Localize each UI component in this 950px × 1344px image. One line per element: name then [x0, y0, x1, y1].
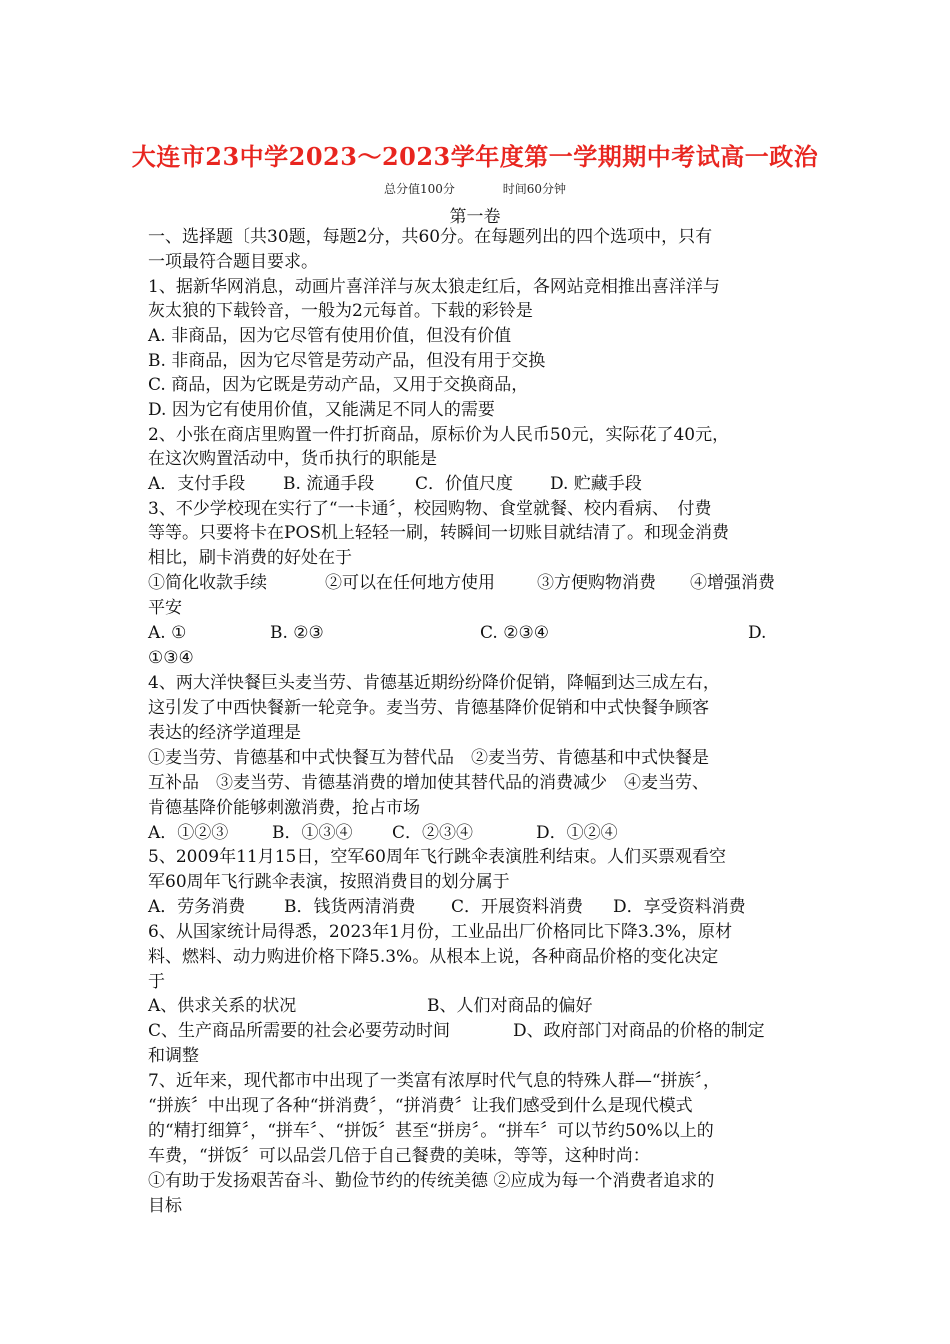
choice-2: ②可以在任何地方使用 [325, 573, 495, 593]
intro-line: 一、选择题〔共30题，每题2分，共60分。在每题列出的四个选项中，只有 [148, 227, 713, 247]
question-line: 这引发了中西快餐新一轮竞争。麦当劳、肯德基降价促销和中式快餐争顾客 [148, 698, 709, 718]
intro-line: 一项最符合题目要求。 [148, 252, 318, 272]
question-line: 于 [148, 972, 165, 992]
option-a: A、供求关系的状况 [148, 996, 297, 1016]
option-b: B．钱货两清消费 [284, 897, 416, 917]
option-c: C. ②③④ [480, 623, 549, 643]
question-line: 目标 [148, 1196, 182, 1216]
question-line: 1、据新华网消息，动画片喜洋洋与灰太狼走红后，各网站竞相推出喜洋洋与 [148, 277, 720, 297]
question-line: 2、小张在商店里购置一件打折商品，原标价为人民币50元，实际花了40元， [148, 425, 730, 445]
question-line: 的“精打细算〞，“拼车〞、“拼饭〞甚至“拼房〞。“拼车〞可以节约50%以上的 [148, 1121, 714, 1141]
option-a: A．①②③ [148, 823, 229, 843]
question-line: 肯德基降价能够刺激消费，抢占市场 [148, 798, 420, 818]
option-c: C．价值尺度 [415, 474, 514, 494]
exam-title: 大连市23中学2023～2023学年度第一学期期中考试高一政治 [131, 142, 819, 171]
section-heading: 第一卷 [449, 207, 501, 227]
option-b: B. ②③ [270, 623, 324, 643]
option-c: C、生产商品所需要的社会必要劳动时间 [148, 1021, 451, 1041]
option-a: A. ① [148, 623, 187, 643]
question-line: 4、两大洋快餐巨头麦当劳、肯德基近期纷纷降价促销，降幅到达三成左右， [148, 673, 720, 693]
question-line: 车费，“拼饭〞可以品尝几倍于自己餐费的美味，等等，这种时尚： [148, 1146, 650, 1166]
total-score: 总分值100分 [383, 182, 455, 196]
question-line: 互补品 ③麦当劳、肯德基消费的增加使其替代品的消费减少 ④麦当劳、 [148, 773, 709, 793]
choice-4: ④增强消费 [690, 573, 775, 593]
question-line: 在这次购置活动中，货币执行的职能是 [148, 449, 437, 469]
exam-meta [0, 180, 950, 197]
option-a: A．支付手段 [148, 474, 246, 494]
question-line: “拼族〞中出现了各种“拼消费〞，“拼消费〞让我们感受到什么是现代模式 [148, 1096, 693, 1116]
question-line: 表达的经济学道理是 [148, 723, 301, 743]
option-c: C. 商品，因为它既是劳动产品，又用于交换商品， [148, 375, 529, 395]
time-limit: 时间60分钟 [502, 182, 566, 196]
question-line: 相比，刷卡消费的好处在于 [148, 548, 352, 568]
option-d-tail: ①③④ [148, 648, 194, 668]
option-d: D．享受资料消费 [613, 897, 746, 917]
option-d: D. 贮藏手段 [550, 474, 642, 494]
question-line: ①有助于发扬艰苦奋斗、勤俭节约的传统美德 ②应成为每一个消费者追求的 [148, 1171, 715, 1191]
option-d: D．①②④ [536, 823, 618, 843]
option-d: D. [748, 623, 767, 643]
question-line: 7、近年来，现代都市中出现了一类富有浓厚时代气息的特殊人群—“拼族〞， [148, 1071, 721, 1091]
option-b: B. 非商品，因为它尽管是劳动产品，但没有用于交换 [148, 351, 546, 371]
option-b: B. 流通手段 [283, 474, 375, 494]
question-line: 料、燃料、动力购进价格下降5.3%。从根本上说，各种商品价格的变化决定 [148, 947, 719, 967]
question-line: 5、2009年11月15日，空军60周年飞行跳伞表演胜利结束。人们买票观看空 [148, 847, 726, 867]
option-a: A. 非商品，因为它尽管有使用价值，但没有价值 [148, 326, 512, 346]
option-a: A．劳务消费 [148, 897, 246, 917]
option-b: B、人们对商品的偏好 [427, 996, 593, 1016]
option-c: C．②③④ [392, 823, 474, 843]
question-line: ①麦当劳、肯德基和中式快餐互为替代品 ②麦当劳、肯德基和中式快餐是 [148, 748, 709, 768]
question-line: 3、不少学校现在实行了“一卡通〞，校园购物、食堂就餐、校内看病、 付费 [148, 499, 712, 519]
choice-1: ①简化收款手续 [148, 573, 267, 593]
question-line: 灰太狼的下载铃音，一般为2元每首。下载的彩铃是 [148, 301, 533, 321]
option-b: B．①③④ [272, 823, 353, 843]
option-d-tail: 和调整 [148, 1046, 199, 1066]
question-line: 6、从国家统计局得悉，2023年1月份，工业品出厂价格同比下降3.3%，原材 [148, 922, 733, 942]
question-line: 军60周年飞行跳伞表演，按照消费目的划分属于 [148, 872, 510, 892]
choice-4-tail: 平安 [148, 598, 182, 618]
option-d: D. 因为它有使用价值，又能满足不同人的需要 [148, 400, 495, 420]
option-d: D、政府部门对商品的价格的制定 [513, 1021, 765, 1041]
option-c: C．开展资料消费 [451, 897, 584, 917]
question-line: 等等。只要将卡在POS机上轻轻一刷，转瞬间一切账目就结清了。和现金消费 [148, 523, 730, 543]
choice-3: ③方便购物消费 [537, 573, 656, 593]
